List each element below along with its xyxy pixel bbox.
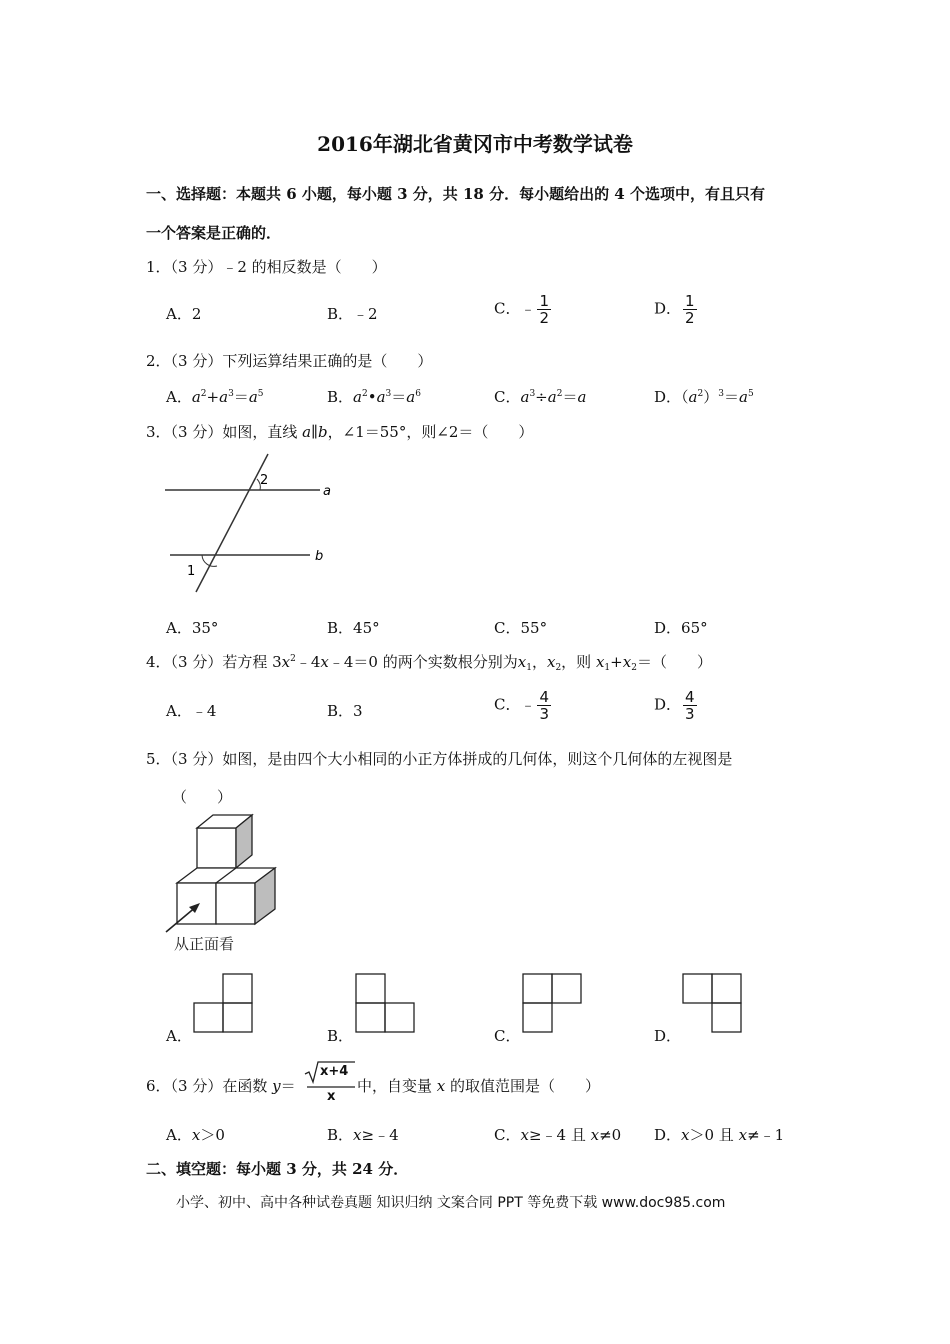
q2-var: a: [577, 388, 587, 406]
q5-a-square: [223, 1003, 252, 1032]
q2-exp: 6: [415, 389, 421, 399]
q6-option-b-rest: ≥﹣4: [361, 1126, 399, 1144]
q2-exp: 2: [200, 389, 207, 399]
q4-option-c-prefix: C．﹣: [494, 695, 536, 714]
q3-label-1: 1: [187, 564, 196, 579]
q2-var: a: [520, 388, 530, 406]
q1-option-a: A．2: [166, 305, 202, 323]
q1-option-c-denominator: 2: [539, 309, 550, 327]
q2-var: a: [688, 388, 698, 406]
q3-label-2: 2: [260, 473, 269, 488]
q3-parallel: ∥: [311, 423, 319, 441]
q2-paren: （: [681, 388, 689, 406]
q2-op: ÷: [535, 388, 548, 406]
section1-heading-line2: 一个答案是正确的．: [146, 224, 282, 242]
q5-a-square: [223, 974, 252, 1003]
q4-text-then: ，则: [561, 653, 596, 671]
q5-option-a: A．: [166, 1027, 192, 1045]
q2-text: 2．（3 分）下列运算结果正确的是（ ）: [146, 352, 433, 370]
q2-var: a: [248, 388, 258, 406]
q6-eq: ＝: [280, 1077, 296, 1095]
q3-var-a: a: [302, 423, 312, 441]
q2-option-c: [494, 386, 586, 407]
q5-b-square: [385, 1003, 414, 1032]
q2-option-a-label: A．: [166, 388, 192, 406]
q3-label-b: b: [315, 549, 324, 564]
footer-text: 小学、初中、高中各种试卷真题 知识归纳 文案合同 PPT 等免费下载 www.doc985.com: [176, 1195, 726, 1211]
q5-b-square: [356, 974, 385, 1003]
q2-var: a: [219, 388, 229, 406]
q3-label-a: a: [323, 484, 331, 499]
q1-option-d-denominator: 2: [685, 309, 695, 327]
q2-option-d: [654, 386, 754, 407]
q6-formula: [303, 1060, 357, 1108]
q1-text: 1．（3 分）﹣2 的相反数是（ ）: [146, 258, 387, 276]
q4-option-d: [654, 689, 697, 722]
q3-figure: [160, 448, 340, 598]
q1-option-b: B．﹣2: [327, 305, 378, 323]
q2-eq: ＝: [562, 388, 578, 406]
q4-option-c-numerator: 4: [539, 688, 550, 706]
q5-top-cube-front: [197, 828, 236, 868]
q6-option-c-rest: ≠0: [599, 1126, 622, 1144]
q2-exp: 3: [385, 389, 392, 399]
q2-exp: 2: [556, 389, 563, 399]
q6-option-d-mid: ＞0 且: [689, 1126, 739, 1144]
q2-eq: ＝: [391, 388, 407, 406]
q4-option-c-denominator: 3: [539, 705, 550, 723]
q2-exp: 5: [747, 389, 754, 399]
q2-var: a: [376, 388, 386, 406]
q6-var-x: x: [520, 1126, 529, 1144]
q2-option-b: [327, 386, 421, 407]
q5-a-square: [194, 1003, 223, 1032]
q3-transversal: [196, 454, 268, 592]
q4-sub: 2: [555, 663, 562, 673]
q5-c-square: [523, 974, 552, 1003]
q2-var: a: [739, 388, 748, 406]
q4-plus: +: [610, 653, 623, 671]
q2-exp: 3: [228, 389, 234, 399]
q5-option-b-figure: [354, 972, 418, 1036]
q5-option-a-figure: [192, 972, 256, 1036]
section1-heading-line1: 一、选择题：本题共 6 小题，每小题 3 分，共 18 分．每小题给出的 4 个选项中，有且只有: [146, 185, 765, 203]
q5-c-square: [523, 1003, 552, 1032]
q6-var-y: y: [272, 1077, 281, 1095]
q6-option-d: [654, 1124, 784, 1145]
q5-cube-figure: [162, 808, 282, 956]
q4-var-x: x: [595, 653, 605, 671]
q6-var-x: x: [738, 1126, 748, 1144]
q1-option-d-fraction: [683, 293, 697, 326]
q6-text-rest: [357, 1075, 600, 1096]
q1-option-c-prefix: C．﹣: [494, 299, 536, 318]
q4-option-a: A．﹣4: [166, 702, 217, 720]
q4-option-d-denominator: 3: [685, 705, 695, 723]
q6-option-c: [494, 1124, 621, 1145]
q2-eq: ＝: [233, 388, 249, 406]
q1-option-d: [654, 293, 697, 326]
q5-caption: 从正面看: [174, 935, 235, 953]
q2-option-c-label: C．: [494, 388, 521, 406]
q4-option-d-numerator: 4: [685, 688, 695, 706]
q2-exp: 2: [697, 389, 704, 399]
q5-d-square: [683, 974, 712, 1003]
q6-var-x: x: [681, 1126, 690, 1144]
q2-var: a: [406, 388, 416, 406]
q1-option-d-numerator: 1: [685, 292, 695, 310]
q2-exp: 3: [529, 389, 536, 399]
q1-option-c-numerator: 1: [539, 292, 550, 310]
q3-text-suffix: ，∠1＝55°，则∠2＝（ ）: [327, 423, 534, 441]
q4-sub: 2: [631, 663, 637, 673]
q2-paren: ）: [703, 388, 719, 406]
q4-var-x: x: [517, 653, 527, 671]
q3-text-prefix: 3．（3 分）如图，直线: [146, 423, 303, 441]
q4-text-mid: ﹣4: [295, 653, 321, 671]
q1-option-c: [494, 293, 551, 326]
q1-option-d-prefix: D．: [654, 299, 682, 318]
q5-b-square: [356, 1003, 385, 1032]
q2-option-d-label: D．: [654, 388, 682, 406]
q4-comma: ，: [531, 653, 547, 671]
q6-text: [146, 1075, 296, 1096]
q2-option-b-label: B．: [327, 388, 354, 406]
q6-option-c-label: C．: [494, 1126, 521, 1144]
q3-option-a: A．35°: [166, 619, 219, 637]
q4-sub: 1: [526, 663, 532, 673]
q2-exp: 5: [257, 389, 264, 399]
q5-option-b: B．: [327, 1027, 354, 1045]
q5-option-c-figure: [521, 972, 585, 1036]
q4-option-c-fraction: [537, 689, 551, 722]
q4-var-x: x: [546, 653, 556, 671]
q5-option-d: D．: [654, 1027, 682, 1045]
q4-option-b: B．3: [327, 702, 363, 720]
q2-var: a: [191, 388, 201, 406]
q6-option-d-rest: ≠﹣1: [747, 1126, 785, 1144]
q6-option-b: [327, 1124, 399, 1145]
q3-var-b: b: [318, 423, 328, 441]
q6-option-d-label: D．: [654, 1126, 682, 1144]
q5-d-square: [712, 974, 741, 1003]
q2-exp: 2: [361, 389, 368, 399]
q4-var-x: x: [320, 653, 329, 671]
q4-sub: 1: [604, 663, 611, 673]
q6-text-prefix: 6．（3 分）在函数: [146, 1077, 273, 1095]
q4-var-x: x: [622, 653, 632, 671]
q5-text-line1: 5．（3 分）如图，是由四个大小相同的小正方体拼成的几何体，则这个几何体的左视图是: [146, 750, 733, 768]
q4-square: 2: [290, 654, 296, 664]
q6-option-b-label: B．: [327, 1126, 354, 1144]
q6-radicand: x+4: [320, 1064, 349, 1079]
q5-option-d-figure: [681, 972, 745, 1036]
q4-option-d-prefix: D．: [654, 695, 682, 714]
q4-option-d-fraction: [683, 689, 697, 722]
q6-text-suffix: 中，自变量: [357, 1077, 437, 1095]
q6-option-a-label: A．: [166, 1126, 192, 1144]
q4-var-x: x: [281, 653, 291, 671]
q2-exp: 3: [718, 389, 724, 399]
q6-option-a: [166, 1124, 225, 1145]
q5-bottom-right-front: [216, 883, 255, 924]
q5-d-square: [712, 1003, 741, 1032]
q2-var: a: [547, 388, 557, 406]
q4-text-prefix: 4．（3 分）若方程 3: [146, 653, 282, 671]
q3-option-d: D．65°: [654, 619, 708, 637]
q6-var-x: x: [353, 1126, 362, 1144]
q2-eq: ＝: [723, 388, 739, 406]
q6-text-end: 的取值范围是（ ）: [445, 1077, 601, 1095]
q3-option-c: C．55°: [494, 619, 548, 637]
q2-var: a: [353, 388, 362, 406]
q5-text-line2: （ ）: [172, 788, 233, 806]
q2-op: •: [367, 388, 377, 406]
q6-denominator: x: [327, 1089, 336, 1104]
q4-text-end: ＝（ ）: [636, 653, 712, 671]
q5-c-square: [552, 974, 581, 1003]
q6-var-x: x: [191, 1126, 201, 1144]
q1-option-c-fraction: [537, 293, 551, 326]
page-title: 2016年湖北省黄冈市中考数学试卷: [317, 132, 633, 156]
q3-text: [146, 421, 533, 442]
q6-var-x: x: [436, 1077, 446, 1095]
q5-option-c: C．: [494, 1027, 521, 1045]
q6-option-a-rest: ＞0: [200, 1126, 225, 1144]
section2-heading: 二、填空题：每小题 3 分，共 24 分．: [146, 1160, 409, 1178]
q6-option-c-mid: ≥﹣4 且: [528, 1126, 591, 1144]
q2-op: +: [206, 388, 220, 406]
q3-option-b: B．45°: [327, 619, 380, 637]
q6-var-x: x: [590, 1126, 600, 1144]
q4-text: [146, 651, 712, 672]
q2-option-a: [166, 386, 264, 407]
q4-text-mid2: ﹣4＝0 的两个实数根分别为: [328, 653, 518, 671]
q4-option-c: [494, 689, 551, 722]
